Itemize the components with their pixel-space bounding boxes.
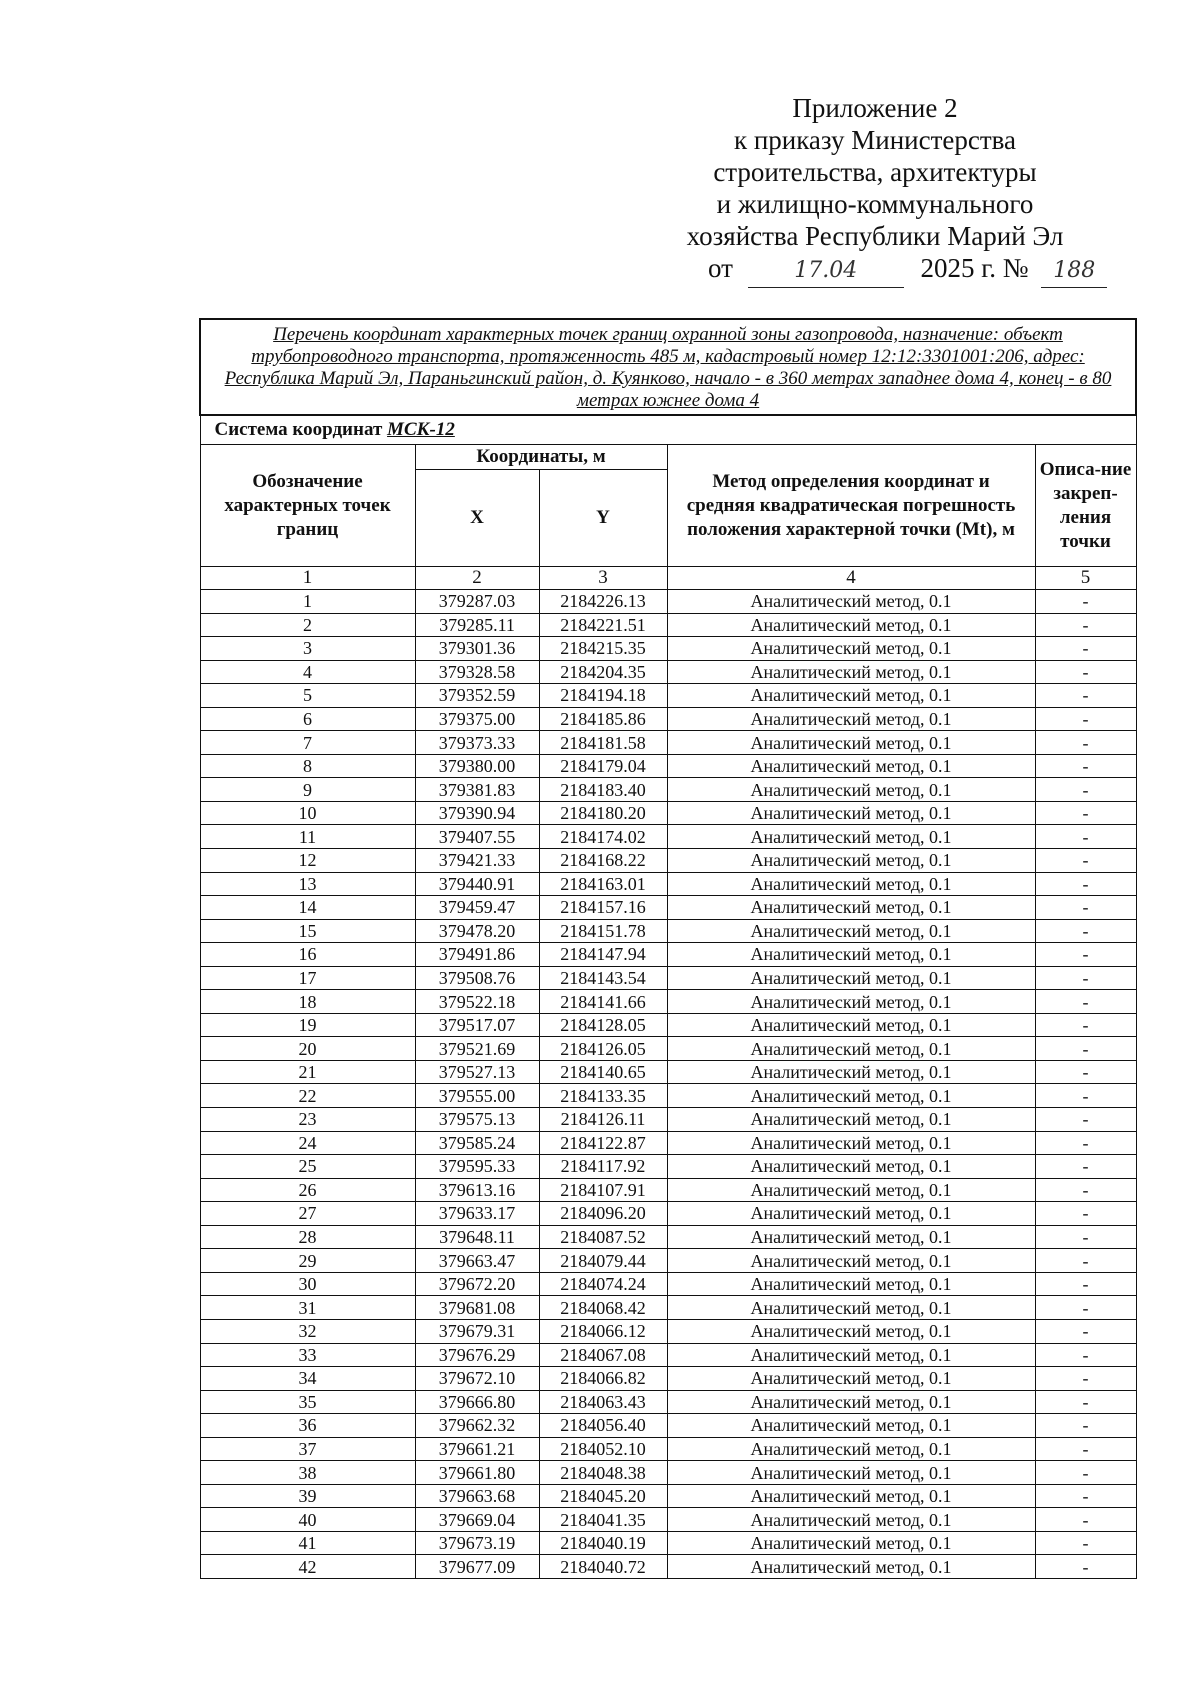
table-row (200, 1060, 1136, 1084)
description-cell: - (1035, 1461, 1136, 1485)
order-date-line (640, 252, 1110, 288)
table-row (200, 943, 1136, 967)
point-number-cell: 7 (200, 731, 415, 755)
description-cell: - (1035, 1060, 1136, 1084)
y-coordinate-cell: 2184185.86 (539, 707, 667, 731)
header-line: Приложение 2 (792, 93, 958, 123)
x-coordinate-cell: 379491.86 (415, 943, 539, 967)
y-coordinate-cell: 2184126.11 (539, 1108, 667, 1132)
point-number-cell: 15 (200, 919, 415, 943)
y-coordinate-cell: 2184181.58 (539, 731, 667, 755)
x-coordinate-cell: 379661.80 (415, 1461, 539, 1485)
x-coordinate-cell: 379352.59 (415, 684, 539, 708)
point-number-cell: 30 (200, 1272, 415, 1296)
table-row (200, 919, 1136, 943)
method-cell: Аналитический метод, 0.1 (667, 919, 1035, 943)
description-cell: - (1035, 1531, 1136, 1555)
description-cell: - (1035, 1084, 1136, 1108)
x-coordinate-cell: 379672.20 (415, 1272, 539, 1296)
table-row (200, 1084, 1136, 1108)
description-cell: - (1035, 731, 1136, 755)
table-row (200, 778, 1136, 802)
table-row (200, 1155, 1136, 1179)
method-cell: Аналитический метод, 0.1 (667, 1013, 1035, 1037)
method-cell: Аналитический метод, 0.1 (667, 1319, 1035, 1343)
x-coordinate-cell: 379585.24 (415, 1131, 539, 1155)
table-row (200, 684, 1136, 708)
table-row (200, 1343, 1136, 1367)
description-cell: - (1035, 1131, 1136, 1155)
method-cell: Аналитический метод, 0.1 (667, 660, 1035, 684)
col-number: 4 (667, 567, 1035, 590)
y-coordinate-cell: 2184066.82 (539, 1367, 667, 1391)
y-coordinate-cell: 2184174.02 (539, 825, 667, 849)
method-cell: Аналитический метод, 0.1 (667, 1367, 1035, 1391)
method-cell: Аналитический метод, 0.1 (667, 778, 1035, 802)
method-cell: Аналитический метод, 0.1 (667, 1508, 1035, 1532)
table-row (200, 1108, 1136, 1132)
col-number: 1 (200, 567, 415, 590)
y-coordinate-cell: 2184117.92 (539, 1155, 667, 1179)
table-row (200, 825, 1136, 849)
table-row (200, 1131, 1136, 1155)
method-cell: Аналитический метод, 0.1 (667, 1037, 1035, 1061)
col-header-method: Метод определения координат и средняя квадратическая погрешность положения характерной точки (Mt), м (667, 445, 1035, 567)
description-cell: - (1035, 707, 1136, 731)
description-cell: - (1035, 1013, 1136, 1037)
y-coordinate-cell: 2184056.40 (539, 1414, 667, 1438)
point-number-cell: 40 (200, 1508, 415, 1532)
table-row (200, 731, 1136, 755)
table-body (200, 590, 1136, 1579)
y-coordinate-cell: 2184126.05 (539, 1037, 667, 1061)
point-number-cell: 36 (200, 1414, 415, 1438)
x-coordinate-cell: 379676.29 (415, 1343, 539, 1367)
point-number-cell: 37 (200, 1437, 415, 1461)
table-row (200, 1249, 1136, 1273)
point-number-cell: 2 (200, 613, 415, 637)
description-cell: - (1035, 1108, 1136, 1132)
table-row (200, 1508, 1136, 1532)
method-cell: Аналитический метод, 0.1 (667, 590, 1035, 614)
x-coordinate-cell: 379287.03 (415, 590, 539, 614)
x-coordinate-cell: 379459.47 (415, 896, 539, 920)
table-row (200, 1013, 1136, 1037)
table-row (200, 872, 1136, 896)
y-coordinate-cell: 2184052.10 (539, 1437, 667, 1461)
description-cell: - (1035, 754, 1136, 778)
method-cell: Аналитический метод, 0.1 (667, 754, 1035, 778)
y-coordinate-cell: 2184045.20 (539, 1484, 667, 1508)
point-number-cell: 23 (200, 1108, 415, 1132)
x-coordinate-cell: 379661.21 (415, 1437, 539, 1461)
x-coordinate-cell: 379672.10 (415, 1367, 539, 1391)
y-coordinate-cell: 2184163.01 (539, 872, 667, 896)
point-number-cell: 3 (200, 637, 415, 661)
description-cell: - (1035, 637, 1136, 661)
point-number-cell: 33 (200, 1343, 415, 1367)
point-number-cell: 1 (200, 590, 415, 614)
point-number-cell: 21 (200, 1060, 415, 1084)
x-coordinate-cell: 379663.47 (415, 1249, 539, 1273)
y-coordinate-cell: 2184157.16 (539, 896, 667, 920)
point-number-cell: 26 (200, 1178, 415, 1202)
description-cell: - (1035, 872, 1136, 896)
y-coordinate-cell: 2184107.91 (539, 1178, 667, 1202)
description-cell: - (1035, 1272, 1136, 1296)
y-coordinate-cell: 2184180.20 (539, 801, 667, 825)
x-coordinate-cell: 379301.36 (415, 637, 539, 661)
x-coordinate-cell: 379521.69 (415, 1037, 539, 1061)
x-coordinate-cell: 379285.11 (415, 613, 539, 637)
document-header (640, 92, 1110, 288)
x-coordinate-cell: 379666.80 (415, 1390, 539, 1414)
x-coordinate-cell: 379633.17 (415, 1202, 539, 1226)
point-number-cell: 27 (200, 1202, 415, 1226)
x-coordinate-cell: 379575.13 (415, 1108, 539, 1132)
point-number-cell: 29 (200, 1249, 415, 1273)
description-cell: - (1035, 1508, 1136, 1532)
point-number-cell: 14 (200, 896, 415, 920)
x-coordinate-cell: 379522.18 (415, 990, 539, 1014)
y-coordinate-cell: 2184074.24 (539, 1272, 667, 1296)
y-coordinate-cell: 2184128.05 (539, 1013, 667, 1037)
description-cell: - (1035, 684, 1136, 708)
header-line: хозяйства Республики Марий Эл (686, 221, 1064, 251)
table-row (200, 1202, 1136, 1226)
point-number-cell: 38 (200, 1461, 415, 1485)
description-cell: - (1035, 1390, 1136, 1414)
description-cell: - (1035, 990, 1136, 1014)
table-row (200, 1319, 1136, 1343)
method-cell: Аналитический метод, 0.1 (667, 684, 1035, 708)
col-header-coords: Координаты, м (415, 445, 667, 470)
table-title: Перечень координат характерных точек границ охранной зоны газопровода, назначение: объект трубопроводного транспорта, протяженность 485 м, кадастровый номер 12:12:3301001:206, адрес: Республика Марий Эл, Параньгинский район, д. Куянково, начало - в 360 метрах западнее дома 4, конец - в 80 метрах южнее дома 4 (200, 319, 1136, 415)
point-number-cell: 12 (200, 849, 415, 873)
x-coordinate-cell: 379421.33 (415, 849, 539, 873)
x-coordinate-cell: 379527.13 (415, 1060, 539, 1084)
x-coordinate-cell: 379677.09 (415, 1555, 539, 1579)
table-row (200, 1037, 1136, 1061)
y-coordinate-cell: 2184096.20 (539, 1202, 667, 1226)
method-cell: Аналитический метод, 0.1 (667, 801, 1035, 825)
point-number-cell: 41 (200, 1531, 415, 1555)
method-cell: Аналитический метод, 0.1 (667, 1249, 1035, 1273)
point-number-cell: 5 (200, 684, 415, 708)
x-coordinate-cell: 379390.94 (415, 801, 539, 825)
point-number-cell: 32 (200, 1319, 415, 1343)
handwritten-date: 17.04 (748, 255, 904, 288)
method-cell: Аналитический метод, 0.1 (667, 1202, 1035, 1226)
x-coordinate-cell: 379613.16 (415, 1178, 539, 1202)
coordinates-table (199, 318, 1137, 1579)
point-number-cell: 6 (200, 707, 415, 731)
description-cell: - (1035, 613, 1136, 637)
table-row (200, 1555, 1136, 1579)
point-number-cell: 18 (200, 990, 415, 1014)
col-number: 5 (1035, 567, 1136, 590)
method-cell: Аналитический метод, 0.1 (667, 707, 1035, 731)
method-cell: Аналитический метод, 0.1 (667, 825, 1035, 849)
point-number-cell: 34 (200, 1367, 415, 1391)
table-row (200, 849, 1136, 873)
column-number-row (200, 567, 1136, 590)
table-row (200, 613, 1136, 637)
table-row (200, 660, 1136, 684)
method-cell: Аналитический метод, 0.1 (667, 1437, 1035, 1461)
table-row (200, 1461, 1136, 1485)
method-cell: Аналитический метод, 0.1 (667, 1555, 1035, 1579)
point-number-cell: 8 (200, 754, 415, 778)
y-coordinate-cell: 2184041.35 (539, 1508, 667, 1532)
description-cell: - (1035, 1155, 1136, 1179)
table-row (200, 1484, 1136, 1508)
table-row (200, 1437, 1136, 1461)
header-line: и жилищно-коммунального (716, 189, 1034, 219)
y-coordinate-cell: 2184151.78 (539, 919, 667, 943)
x-coordinate-cell: 379555.00 (415, 1084, 539, 1108)
description-cell: - (1035, 919, 1136, 943)
point-number-cell: 28 (200, 1225, 415, 1249)
y-coordinate-cell: 2184221.51 (539, 613, 667, 637)
description-cell: - (1035, 1555, 1136, 1579)
point-number-cell: 35 (200, 1390, 415, 1414)
point-number-cell: 22 (200, 1084, 415, 1108)
x-coordinate-cell: 379478.20 (415, 919, 539, 943)
y-coordinate-cell: 2184183.40 (539, 778, 667, 802)
point-number-cell: 39 (200, 1484, 415, 1508)
table-row (200, 1367, 1136, 1391)
description-cell: - (1035, 825, 1136, 849)
point-number-cell: 9 (200, 778, 415, 802)
method-cell: Аналитический метод, 0.1 (667, 990, 1035, 1014)
method-cell: Аналитический метод, 0.1 (667, 1531, 1035, 1555)
coordinates-table-wrap (199, 318, 1135, 1579)
description-cell: - (1035, 896, 1136, 920)
x-coordinate-cell: 379669.04 (415, 1508, 539, 1532)
table-row (200, 1531, 1136, 1555)
x-coordinate-cell: 379681.08 (415, 1296, 539, 1320)
y-coordinate-cell: 2184194.18 (539, 684, 667, 708)
table-row (200, 1178, 1136, 1202)
x-coordinate-cell: 379673.19 (415, 1531, 539, 1555)
description-cell: - (1035, 1484, 1136, 1508)
point-number-cell: 16 (200, 943, 415, 967)
point-number-cell: 11 (200, 825, 415, 849)
y-coordinate-cell: 2184066.12 (539, 1319, 667, 1343)
description-cell: - (1035, 849, 1136, 873)
y-coordinate-cell: 2184122.87 (539, 1131, 667, 1155)
y-coordinate-cell: 2184168.22 (539, 849, 667, 873)
table-row (200, 1296, 1136, 1320)
y-coordinate-cell: 2184215.35 (539, 637, 667, 661)
y-coordinate-cell: 2184140.65 (539, 1060, 667, 1084)
method-cell: Аналитический метод, 0.1 (667, 966, 1035, 990)
x-coordinate-cell: 379328.58 (415, 660, 539, 684)
description-cell: - (1035, 1319, 1136, 1343)
method-cell: Аналитический метод, 0.1 (667, 1461, 1035, 1485)
coord-system-value: МСК-12 (387, 419, 455, 440)
x-coordinate-cell: 379595.33 (415, 1155, 539, 1179)
y-coordinate-cell: 2184040.72 (539, 1555, 667, 1579)
method-cell: Аналитический метод, 0.1 (667, 943, 1035, 967)
method-cell: Аналитический метод, 0.1 (667, 1108, 1035, 1132)
description-cell: - (1035, 1414, 1136, 1438)
description-cell: - (1035, 590, 1136, 614)
description-cell: - (1035, 1343, 1136, 1367)
table-row (200, 1414, 1136, 1438)
table-row (200, 590, 1136, 614)
y-coordinate-cell: 2184143.54 (539, 966, 667, 990)
y-coordinate-cell: 2184179.04 (539, 754, 667, 778)
table-row (200, 1390, 1136, 1414)
table-row (200, 754, 1136, 778)
y-coordinate-cell: 2184133.35 (539, 1084, 667, 1108)
table-row (200, 896, 1136, 920)
point-number-cell: 24 (200, 1131, 415, 1155)
table-row (200, 707, 1136, 731)
method-cell: Аналитический метод, 0.1 (667, 1060, 1035, 1084)
x-coordinate-cell: 379407.55 (415, 825, 539, 849)
x-coordinate-cell: 379663.68 (415, 1484, 539, 1508)
table-row (200, 801, 1136, 825)
table-row (200, 1225, 1136, 1249)
col-header-y: Y (539, 470, 667, 567)
table-row (200, 966, 1136, 990)
y-coordinate-cell: 2184147.94 (539, 943, 667, 967)
table-row (200, 637, 1136, 661)
date-prefix: от (708, 253, 733, 283)
method-cell: Аналитический метод, 0.1 (667, 1484, 1035, 1508)
header-line: к приказу Министерства (733, 125, 1017, 155)
x-coordinate-cell: 379440.91 (415, 872, 539, 896)
x-coordinate-cell: 379508.76 (415, 966, 539, 990)
point-number-cell: 10 (200, 801, 415, 825)
y-coordinate-cell: 2184067.08 (539, 1343, 667, 1367)
col-number: 2 (415, 567, 539, 590)
description-cell: - (1035, 1202, 1136, 1226)
y-coordinate-cell: 2184048.38 (539, 1461, 667, 1485)
point-number-cell: 4 (200, 660, 415, 684)
description-cell: - (1035, 1249, 1136, 1273)
method-cell: Аналитический метод, 0.1 (667, 849, 1035, 873)
method-cell: Аналитический метод, 0.1 (667, 1084, 1035, 1108)
table-row (200, 1272, 1136, 1296)
method-cell: Аналитический метод, 0.1 (667, 1414, 1035, 1438)
y-coordinate-cell: 2184226.13 (539, 590, 667, 614)
method-cell: Аналитический метод, 0.1 (667, 1155, 1035, 1179)
y-coordinate-cell: 2184141.66 (539, 990, 667, 1014)
x-coordinate-cell: 379381.83 (415, 778, 539, 802)
y-coordinate-cell: 2184204.35 (539, 660, 667, 684)
coord-system-row (200, 415, 1136, 445)
y-coordinate-cell: 2184087.52 (539, 1225, 667, 1249)
x-coordinate-cell: 379373.33 (415, 731, 539, 755)
point-number-cell: 31 (200, 1296, 415, 1320)
header-line: строительства, архитектуры (713, 157, 1037, 187)
method-cell: Аналитический метод, 0.1 (667, 1296, 1035, 1320)
point-number-cell: 25 (200, 1155, 415, 1179)
point-number-cell: 13 (200, 872, 415, 896)
description-cell: - (1035, 1225, 1136, 1249)
description-cell: - (1035, 801, 1136, 825)
point-number-cell: 20 (200, 1037, 415, 1061)
description-cell: - (1035, 660, 1136, 684)
method-cell: Аналитический метод, 0.1 (667, 731, 1035, 755)
col-number: 3 (539, 567, 667, 590)
table-row (200, 990, 1136, 1014)
method-cell: Аналитический метод, 0.1 (667, 637, 1035, 661)
method-cell: Аналитический метод, 0.1 (667, 896, 1035, 920)
x-coordinate-cell: 379375.00 (415, 707, 539, 731)
method-cell: Аналитический метод, 0.1 (667, 1343, 1035, 1367)
method-cell: Аналитический метод, 0.1 (667, 1390, 1035, 1414)
col-header-desc: Описа-ние закреп-ления точки (1035, 445, 1136, 567)
year-text: 2025 г. № (920, 253, 1029, 283)
description-cell: - (1035, 943, 1136, 967)
y-coordinate-cell: 2184068.42 (539, 1296, 667, 1320)
description-cell: - (1035, 778, 1136, 802)
x-coordinate-cell: 379380.00 (415, 754, 539, 778)
x-coordinate-cell: 379517.07 (415, 1013, 539, 1037)
y-coordinate-cell: 2184040.19 (539, 1531, 667, 1555)
description-cell: - (1035, 966, 1136, 990)
col-header-x: X (415, 470, 539, 567)
x-coordinate-cell: 379648.11 (415, 1225, 539, 1249)
x-coordinate-cell: 379679.31 (415, 1319, 539, 1343)
y-coordinate-cell: 2184079.44 (539, 1249, 667, 1273)
method-cell: Аналитический метод, 0.1 (667, 872, 1035, 896)
col-header-designation: Обозначение характерных точек границ (200, 445, 415, 567)
y-coordinate-cell: 2184063.43 (539, 1390, 667, 1414)
coord-system-label: Система координат (214, 419, 383, 440)
point-number-cell: 17 (200, 966, 415, 990)
description-cell: - (1035, 1178, 1136, 1202)
method-cell: Аналитический метод, 0.1 (667, 613, 1035, 637)
point-number-cell: 42 (200, 1555, 415, 1579)
description-cell: - (1035, 1296, 1136, 1320)
point-number-cell: 19 (200, 1013, 415, 1037)
description-cell: - (1035, 1367, 1136, 1391)
method-cell: Аналитический метод, 0.1 (667, 1272, 1035, 1296)
description-cell: - (1035, 1037, 1136, 1061)
method-cell: Аналитический метод, 0.1 (667, 1225, 1035, 1249)
handwritten-number: 188 (1041, 255, 1107, 288)
description-cell: - (1035, 1437, 1136, 1461)
x-coordinate-cell: 379662.32 (415, 1414, 539, 1438)
method-cell: Аналитический метод, 0.1 (667, 1131, 1035, 1155)
method-cell: Аналитический метод, 0.1 (667, 1178, 1035, 1202)
